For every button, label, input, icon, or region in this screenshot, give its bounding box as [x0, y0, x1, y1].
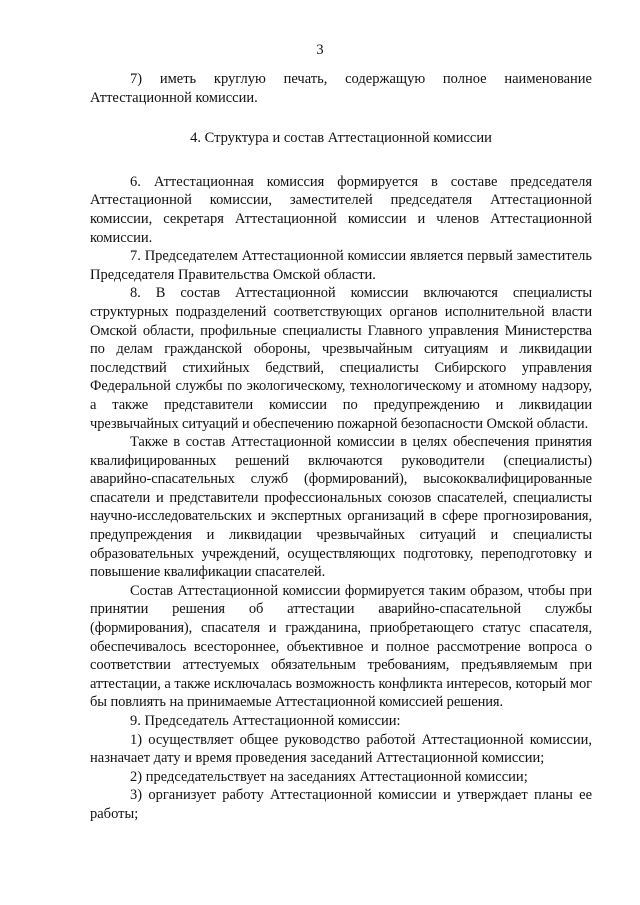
section-heading: 4. Структура и состав Аттестационной комиссии: [190, 130, 492, 147]
paragraph-6: 6. Аттестационная комиссия формируется в составе председателя Аттестационной комиссии, заместителей председателя Аттестационной комиссии, секретаря Аттестационной комиссии и членов Аттестационной комиссии.: [90, 173, 592, 246]
paragraph-7: 7. Председателем Аттестационной комиссии является первый заместитель Председателя Правительства Омской области.: [90, 248, 592, 283]
paragraph-also-included: Также в состав Аттестационной комиссии в целях обеспечения принятия квалифицированных решений включаются руководители (специалисты) аварийно-спасательных служб (формирований), высококвалифицированные спасатели и представители профессиональных союзов спасателей, специалисты научно-исследовательских и экспертных организаций в сфере прогнозирования, предупреждения и ликвидации чрезвычайных ситуаций и специалисты образовательных учреждений, осуществляющих подготовку, переподготовку и повышение квалификации спасателей.: [90, 434, 592, 581]
paragraph-item-7-seal: 7) иметь круглую печать, содержащую полное наименование Аттестационной комиссии.: [90, 71, 592, 106]
document-body: [90, 70, 592, 824]
paragraph-9: 9. Председатель Аттестационной комиссии:: [130, 713, 401, 729]
paragraph-composition: Состав Аттестационной комиссии формируется таким образом, чтобы при принятии решения об аттестации аварийно-спасательной службы (формирования), спасателя и гражданина, приобретающего статус спасателя, обеспечивалось всестороннее, объективное и полное рассмотрение вопроса о соответствии аттестуемых обязательным требованиям, предъявляемым при аттестации, а также исключалась возможность конфликта интересов, который мог бы повлиять на принимаемые Аттестационной комиссией решения.: [90, 582, 592, 711]
paragraph-8: 8. В состав Аттестационной комиссии включаются специалисты структурных подразделений соответствующих органов исполнительной власти Омской области, профильные специалисты Главного управления Министерства по делам гражданской обороны, чрезвычайным ситуациям и ликвидации последствий стихийных бедствий, специалисты Сибирского управления Федеральной службы по экологическому, технологическому и атомному надзору, а также представители комиссии по предупреждению и ликвидации чрезвычайных ситуаций и обеспечению пожарной безопасности Омской области.: [90, 285, 592, 432]
page-number: 3: [316, 42, 324, 58]
paragraph-9-item-1: 1) осуществляет общее руководство работой Аттестационной комиссии, назначает дату и время проведения заседаний Аттестационной комиссии;: [90, 731, 592, 767]
paragraph-9-item-2: 2) председательствует на заседаниях Аттестационной комиссии;: [130, 768, 528, 785]
paragraph-9-item-3: 3) организует работу Аттестационной комиссии и утверждает планы ее работы;: [90, 787, 592, 822]
